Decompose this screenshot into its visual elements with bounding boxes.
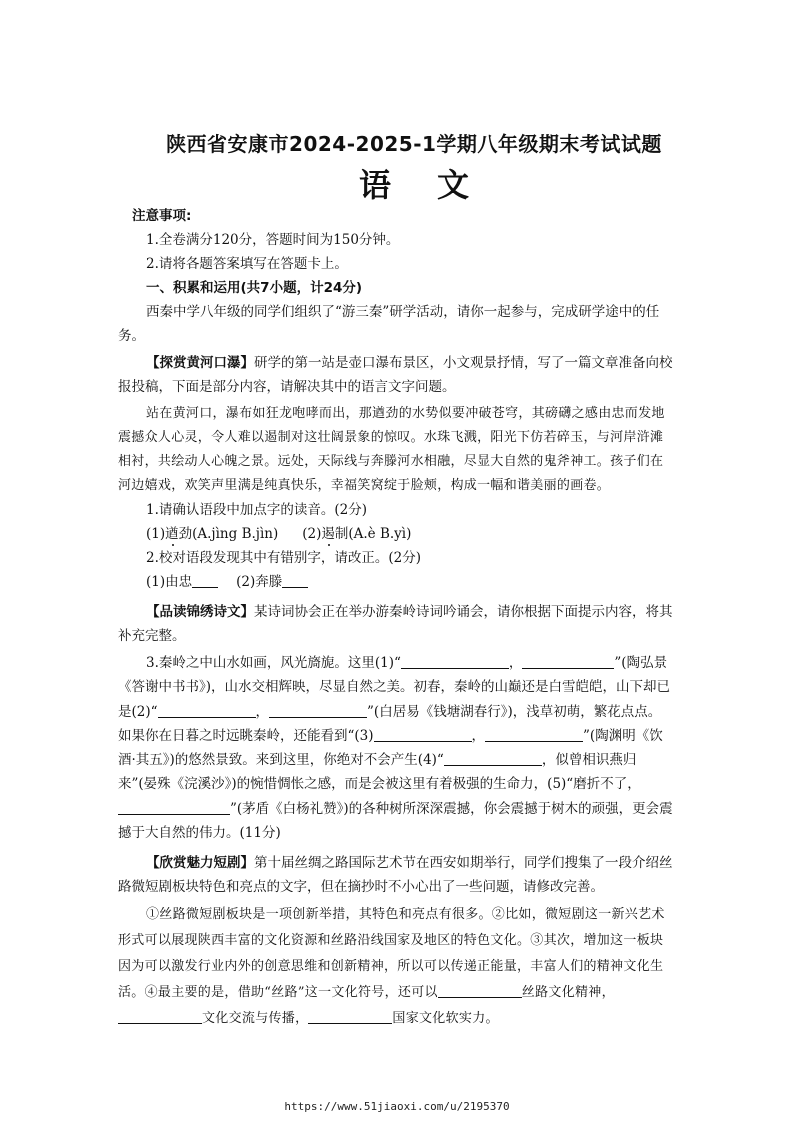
q2-blank-2[interactable] <box>282 572 308 588</box>
q3-blank-3b[interactable] <box>485 726 583 742</box>
part3-text: 第十届丝绸之路国际艺术节在西安如期举行，同学们搜集了一段介绍丝路微短剧板块特色和亮点的文字，但在摘抄时不小心出了一些问题，请修改完善。 <box>118 855 673 896</box>
part2-tag: 【品读锦绣诗文】 <box>146 604 254 620</box>
exam-title: 陕西省安康市2024-2025-1学期八年级期末考试试题 <box>166 132 662 156</box>
question-2: 2.校对语段发现其中有错别字，请改正。(2分) <box>146 550 422 566</box>
p3-text-b: 丝路文化精神， <box>521 985 615 1001</box>
notice-item-2: 2.请将各题答案填写在答题卡上。 <box>146 256 348 272</box>
q1-opt1-dotted-char: 遒 <box>165 526 179 542</box>
part3-passage <box>118 902 674 1032</box>
p3-blank-2[interactable] <box>118 1008 202 1024</box>
q3-comma: ， <box>471 727 486 744</box>
subject-char-2: 文 <box>437 166 470 204</box>
q1-opt1-rest: 劲(A.jìng B.jìn) <box>178 526 279 542</box>
p3-blank-1[interactable] <box>438 982 522 998</box>
question-3 <box>118 651 674 845</box>
q3-text-f: ”(茅盾《白杨礼赞》)的各种树所深深震撼，你会震撼于树木的顽强，更会震撼于大自然的伟力。(11分) <box>118 800 673 842</box>
q1-opt2-rest: 制(A.è B.yì) <box>334 526 412 542</box>
q3-blank-2a[interactable] <box>158 702 256 718</box>
part1-tag: 【探赏黄河口瀑】 <box>146 355 254 371</box>
q2-opt2: (2)奔滕 <box>236 574 283 590</box>
notice-heading: 注意事项: <box>132 208 192 224</box>
q3-comma: ， <box>541 752 556 769</box>
part1-text: 研学的第一站是壶口瀑布景区，小文观景抒情，写了一篇文章准备向校报投稿，下面是部分内容，请解决其中的语言文字问题。 <box>118 355 673 395</box>
exam-content <box>118 204 674 1032</box>
p3-text-d: 国家文化软实力。 <box>392 1011 499 1027</box>
q1-opt2-dotted-char: 遏 <box>321 526 335 542</box>
q3-blank-1a[interactable] <box>401 653 509 669</box>
q3-blank-3a[interactable] <box>374 726 472 742</box>
section-heading: 一、积累和运用(共7小题，计24分) <box>146 280 363 296</box>
subject-char-1: 语 <box>358 166 391 204</box>
q3-text-d: ”(陶渊明《饮酒·其五》)的悠然景致。来到这里，你绝对不会产生(4)“ <box>118 727 663 769</box>
q3-blank-5[interactable] <box>118 799 230 815</box>
question-2-options <box>118 570 674 594</box>
q3-text-b: ”(陶弘景《答谢中书书》)，山水交相辉映，尽显自然之美。初春，秦岭的山巅还是白雪皑皑，山下却已是(2)“ <box>118 655 671 720</box>
q2-opt1: (1)由忠 <box>146 574 193 590</box>
q3-comma: ， <box>255 703 270 720</box>
part1-passage: 站在黄河口，瀑布如狂龙咆哮而出，那遒劲的水势似要冲破苍穹，其磅礴之感由忠而发地震撼众人心灵，令人难以遏制对这壮阔景象的惊叹。水珠飞溅，阳光下仿若碎玉，与河岸浒滩相衬，共绘动人心魄之景。远处，天际线与奔滕河水相融，尽显大自然的鬼斧神工。孩子们在河边嬉戏，欢笑声里满是纯真快乐，幸福笑窝绽于脸颊，构成一幅和谐美丽的画卷。 <box>118 406 665 493</box>
question-1: 1.请确认语段中加点字的读音。(2分) <box>146 502 368 518</box>
part3-intro <box>118 851 674 899</box>
footer-url[interactable]: https://www.51jiaoxi.com/u/2195370 <box>284 1100 510 1113</box>
part2-text: 某诗词协会正在举办游秦岭诗词吟诵会，请你根据下面提示内容，将其补充完整。 <box>118 604 673 644</box>
q1-opt2-prefix: (2) <box>302 526 322 542</box>
q3-comma: ， <box>508 655 523 671</box>
part3-tag: 【欣赏魅力短剧】 <box>146 855 254 872</box>
subject-heading <box>0 160 794 206</box>
part2-intro <box>118 600 674 648</box>
q3-blank-4[interactable] <box>444 750 542 766</box>
notice-item-1: 1.全卷满分120分，答题时间为150分钟。 <box>146 232 400 248</box>
q3-blank-2b[interactable] <box>269 702 367 718</box>
q3-text-a: 3.秦岭之中山水如画，风光旖旎。这里(1)“ <box>146 655 401 671</box>
q3-text-c: ”(白居易《钱塘湖春行》)，浅草初萌，繁花点点。如果你在日暮之时远眺秦岭，还能看到“(3) <box>118 703 662 744</box>
question-1-options <box>118 522 674 546</box>
q3-blank-1b[interactable] <box>522 653 614 669</box>
p3-text-a: ①丝路微短剧板块是一项创新举措，其特色和亮点有很多。②比如，微短剧这一新兴艺术形式可以展现陕西丰富的文化资源和丝路沿线国家及地区的特色文化。③其次，增加这一板块因为可以激发行业内外的创意思维和创新精神，所以可以传递正能量，丰富人们的精神文化生活。④最主要的是，借助“丝路”这一文化符号，还可以 <box>118 907 665 1001</box>
section-intro: 西秦中学八年级的同学们组织了“游三秦”研学活动，请你一起参与，完成研学途中的任务。 <box>118 304 660 344</box>
p3-text-c: 文化交流与传播， <box>202 1011 309 1027</box>
q3-text-e: 似曾相识燕归来”(晏殊《浣溪沙》)的惋惜惆怅之感，而是会被这里有着极强的生命力，(5)“磨折不了， <box>118 752 641 793</box>
q2-blank-1[interactable] <box>192 572 218 588</box>
p3-blank-3[interactable] <box>308 1008 392 1024</box>
q1-opt1-prefix: (1) <box>146 526 166 542</box>
part1-intro <box>118 351 674 399</box>
